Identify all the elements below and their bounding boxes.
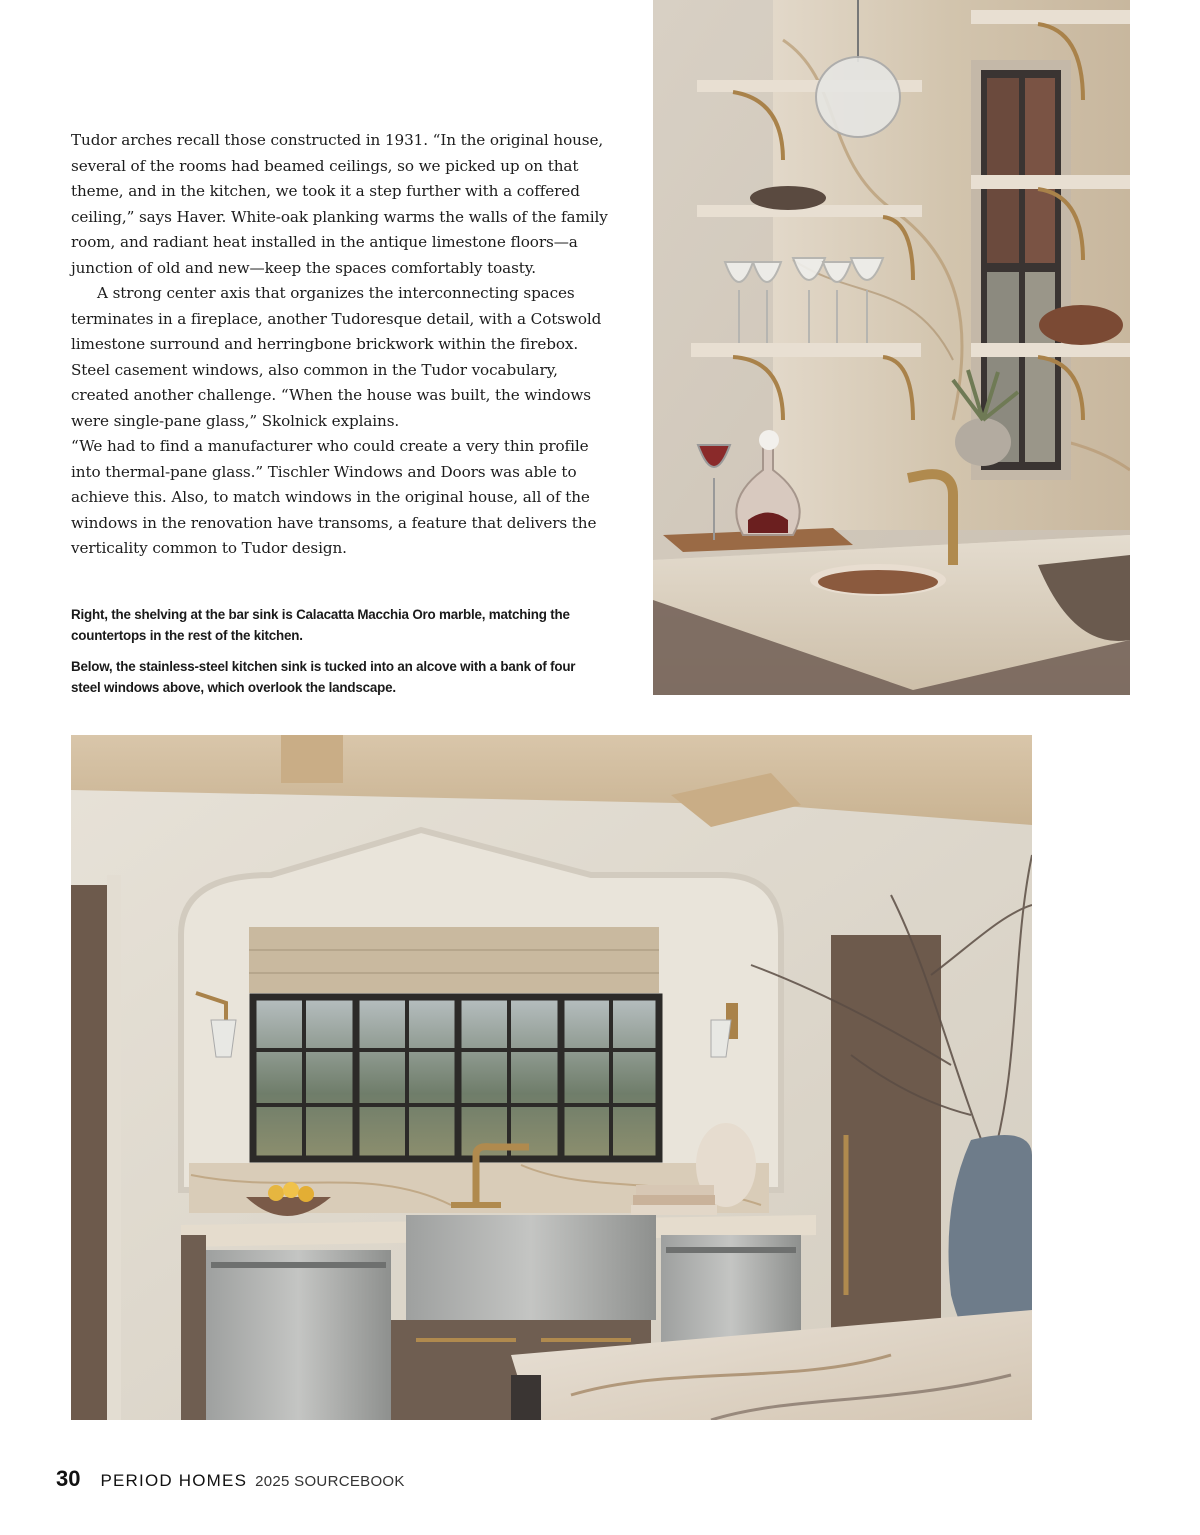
magazine-name: PERIOD HOMES: [100, 1471, 248, 1490]
caption-below: Below, the stainless-steel kitchen sink is tucked into an alcove with a bank of four steel windows above, which overlook the landscape.: [71, 659, 576, 695]
page-footer: [56, 1466, 405, 1498]
page-number: 30: [56, 1466, 81, 1491]
issue-label: 2025 SOURCEBOOK: [255, 1473, 405, 1490]
article-body: [71, 128, 619, 562]
kitchen-sink-photo: [71, 735, 1032, 1420]
caption-right: Right, the shelving at the bar sink is Calacatta Macchia Oro marble, matching the countertops in the rest of the kitchen.: [71, 607, 570, 643]
bar-sink-photo: [653, 0, 1130, 695]
article-paragraph: “We had to find a manufacturer who could create a very thin profile into thermal-pane glass.” Tischler Windows and Doors was able to achieve this. Also, to match windows in the original house, all of the windows in the renovation have transoms, a feature that delivers the verticality common to Tudor design.: [71, 437, 597, 557]
article-paragraph: Tudor arches recall those constructed in 1931. “In the original house, several of the rooms had beamed ceilings, so we picked up on that theme, and in the kitchen, we took it a step further with a coffered ceiling,” says Haver. White-oak planking warms the walls of the family room, and radiant heat installed in the antique limestone floors—a junction of old and new—keep the spaces comfortably toasty.: [71, 131, 608, 277]
article-paragraph: A strong center axis that organizes the interconnecting spaces terminates in a fireplace, another Tudoresque detail, with a Cotswold limestone surround and herringbone brickwork within the firebox. Steel casement windows, also common in the Tudor vocabulary, created another challenge. “When the house was built, the windows were single-pane glass,” Skolnick explains.: [71, 284, 602, 430]
